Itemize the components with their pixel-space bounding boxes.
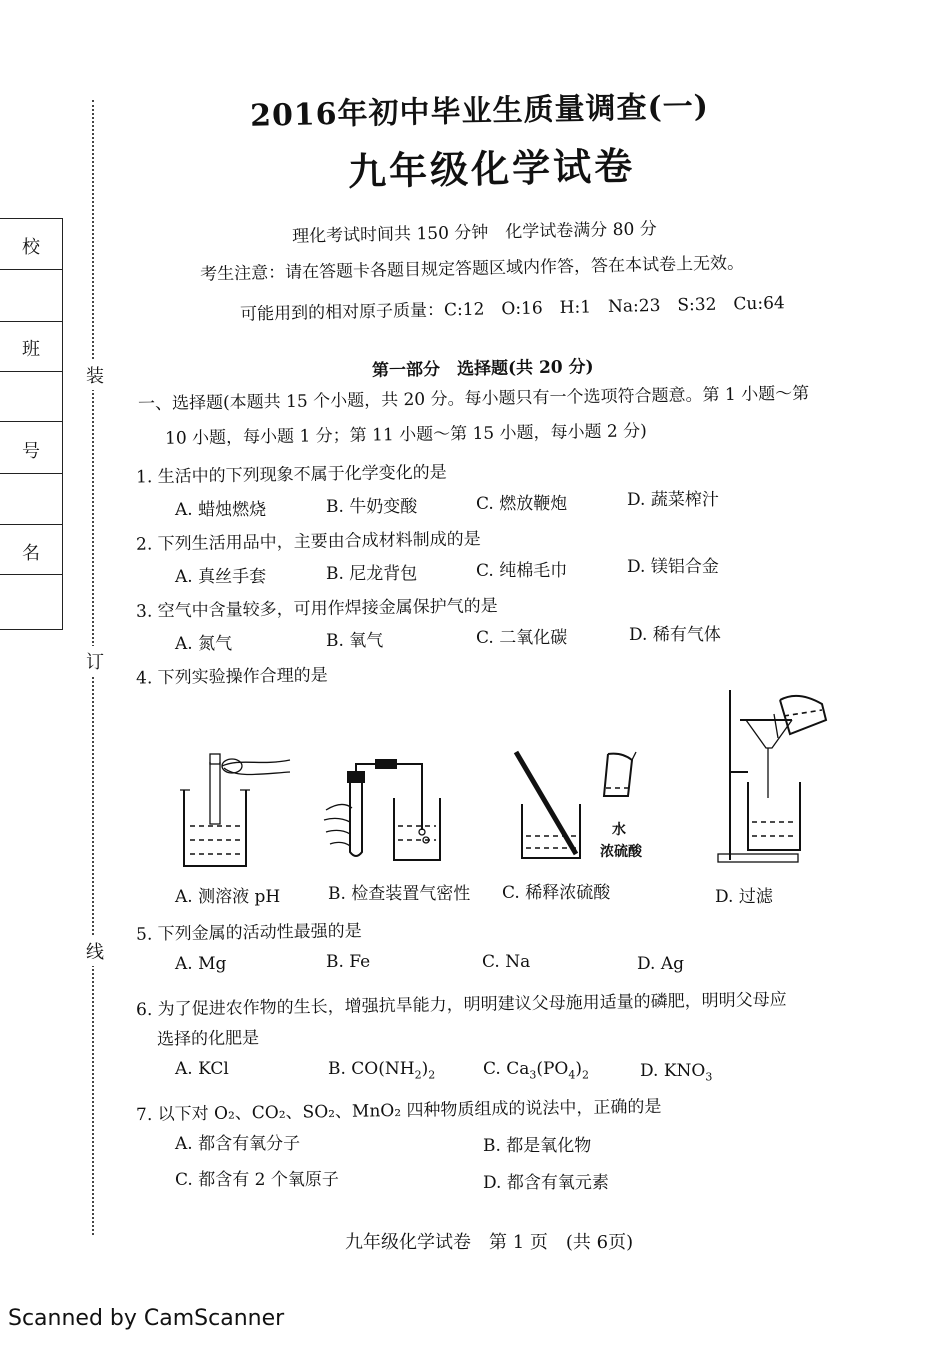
info-divider <box>0 421 62 422</box>
option-c: C. 都含有 2 个氧原子 <box>175 1170 339 1190</box>
exam-subject-title: 九年级化学试卷 <box>347 142 636 194</box>
option-a: A. 测溶液 pH <box>175 887 281 907</box>
option-a: A. 真丝手套 <box>175 567 267 587</box>
option-b: B. 都是氧化物 <box>483 1136 592 1156</box>
option-b: B. 尼龙背包 <box>326 564 418 584</box>
option-d: D. $KNO_3$ <box>640 1061 713 1084</box>
option-c: C. Na <box>482 952 531 972</box>
option-d: D. 镁铝合金 <box>627 557 719 577</box>
section-instruction: 10 小题，每小题 1 分；第 11 小题～第 15 小题，每小题 2 分) <box>164 421 647 449</box>
exam-time-info: 理化考试时间共 150 分钟 化学试卷满分 80 分 <box>291 219 657 247</box>
binding-char-zhuang: 装 <box>86 360 104 390</box>
atomic-masses: 可能用到的相对原子质量：C:12 O:16 H:1 Na:23 S:32 Cu:64 <box>239 293 785 325</box>
info-label-number: 号 <box>22 441 40 462</box>
question-stem: 5. 下列金属的活动性最强的是 <box>135 921 362 945</box>
option-c: C. 燃放鞭炮 <box>476 494 568 514</box>
figure-dilute-acid <box>512 748 662 866</box>
question-stem: 6. 为了促进农作物的生长，增强抗旱能力，明明建议父母施用适量的磷肥，明明父母应 <box>135 989 787 1021</box>
option-d: D. Ag <box>637 954 684 974</box>
option-a: A. Mg <box>175 954 227 974</box>
info-divider <box>0 371 62 372</box>
option-b: B. 氧气 <box>326 631 384 651</box>
section-title: 第一部分 选择题(共 20 分) <box>371 357 594 381</box>
exam-title: 2016年初中毕业生质量调查(一) <box>249 89 710 134</box>
option-b: B. 牛奶变酸 <box>326 497 418 517</box>
option-d: D. 都含有氧元素 <box>483 1173 609 1193</box>
option-c: C. 纯棉毛巾 <box>476 561 568 581</box>
option-a: A. KCl <box>175 1059 229 1079</box>
question-stem: 4. 下列实验操作合理的是 <box>135 665 328 689</box>
scanner-watermark: Scanned by CamScanner <box>8 1306 285 1331</box>
option-d: D. 过滤 <box>715 887 773 907</box>
option-b: B. $CO(NH_2)_2$ <box>328 1059 436 1082</box>
info-divider <box>0 269 62 270</box>
info-divider <box>0 321 62 322</box>
binding-char-ding: 订 <box>86 646 104 676</box>
option-c: C. $Ca_3(PO_4)_2$ <box>483 1059 590 1082</box>
option-a: A. 都含有氧分子 <box>175 1134 301 1154</box>
binding-char-xian: 线 <box>86 936 104 966</box>
option-c: C. 稀释浓硫酸 <box>502 883 611 903</box>
info-label-name: 名 <box>22 543 40 564</box>
question-stem: 2. 下列生活用品中，主要由合成材料制成的是 <box>135 529 481 555</box>
info-divider <box>0 473 62 474</box>
question-stem: 3. 空气中含量较多，可用作焊接金属保护气的是 <box>135 596 498 622</box>
option-c: C. 二氧化碳 <box>476 628 568 648</box>
question-stem: 1. 生活中的下列现象不属于化学变化的是 <box>135 462 447 488</box>
section-instruction: 一、选择题(本题共 15 个小题，共 20 分。每小题只有一个选项符合题意。第 1 小题～第 <box>137 383 810 415</box>
option-a: A. 蜡烛燃烧 <box>175 500 267 520</box>
exam-notice: 考生注意：请在答题卡各题目规定答题区域内作答，答在本试卷上无效。 <box>199 253 745 285</box>
question-stem: 7. 以下对 O₂、CO₂、SO₂、MnO₂ 四种物质组成的说法中，正确的是 <box>135 1096 662 1126</box>
info-divider <box>0 524 62 525</box>
option-d: D. 蔬菜榨汁 <box>627 490 719 510</box>
label-water: 水 <box>612 822 626 838</box>
label-conc-acid: 浓硫酸 <box>600 844 642 860</box>
option-b: B. Fe <box>326 952 371 972</box>
page-footer: 九年级化学试卷 第 1 页 (共 6页) <box>345 1232 634 1253</box>
figure-filtration <box>718 690 838 865</box>
option-a: A. 氮气 <box>175 634 233 654</box>
figure-measure-ph <box>180 748 300 873</box>
info-label-class: 班 <box>22 339 40 360</box>
question-stem-cont: 选择的化肥是 <box>156 1028 260 1050</box>
option-b: B. 检查装置气密性 <box>328 884 471 904</box>
student-info-box <box>0 218 63 630</box>
figure-airtightness <box>322 760 452 875</box>
info-divider <box>0 574 62 575</box>
option-d: D. 稀有气体 <box>629 625 721 645</box>
info-label-school: 校 <box>22 237 40 258</box>
